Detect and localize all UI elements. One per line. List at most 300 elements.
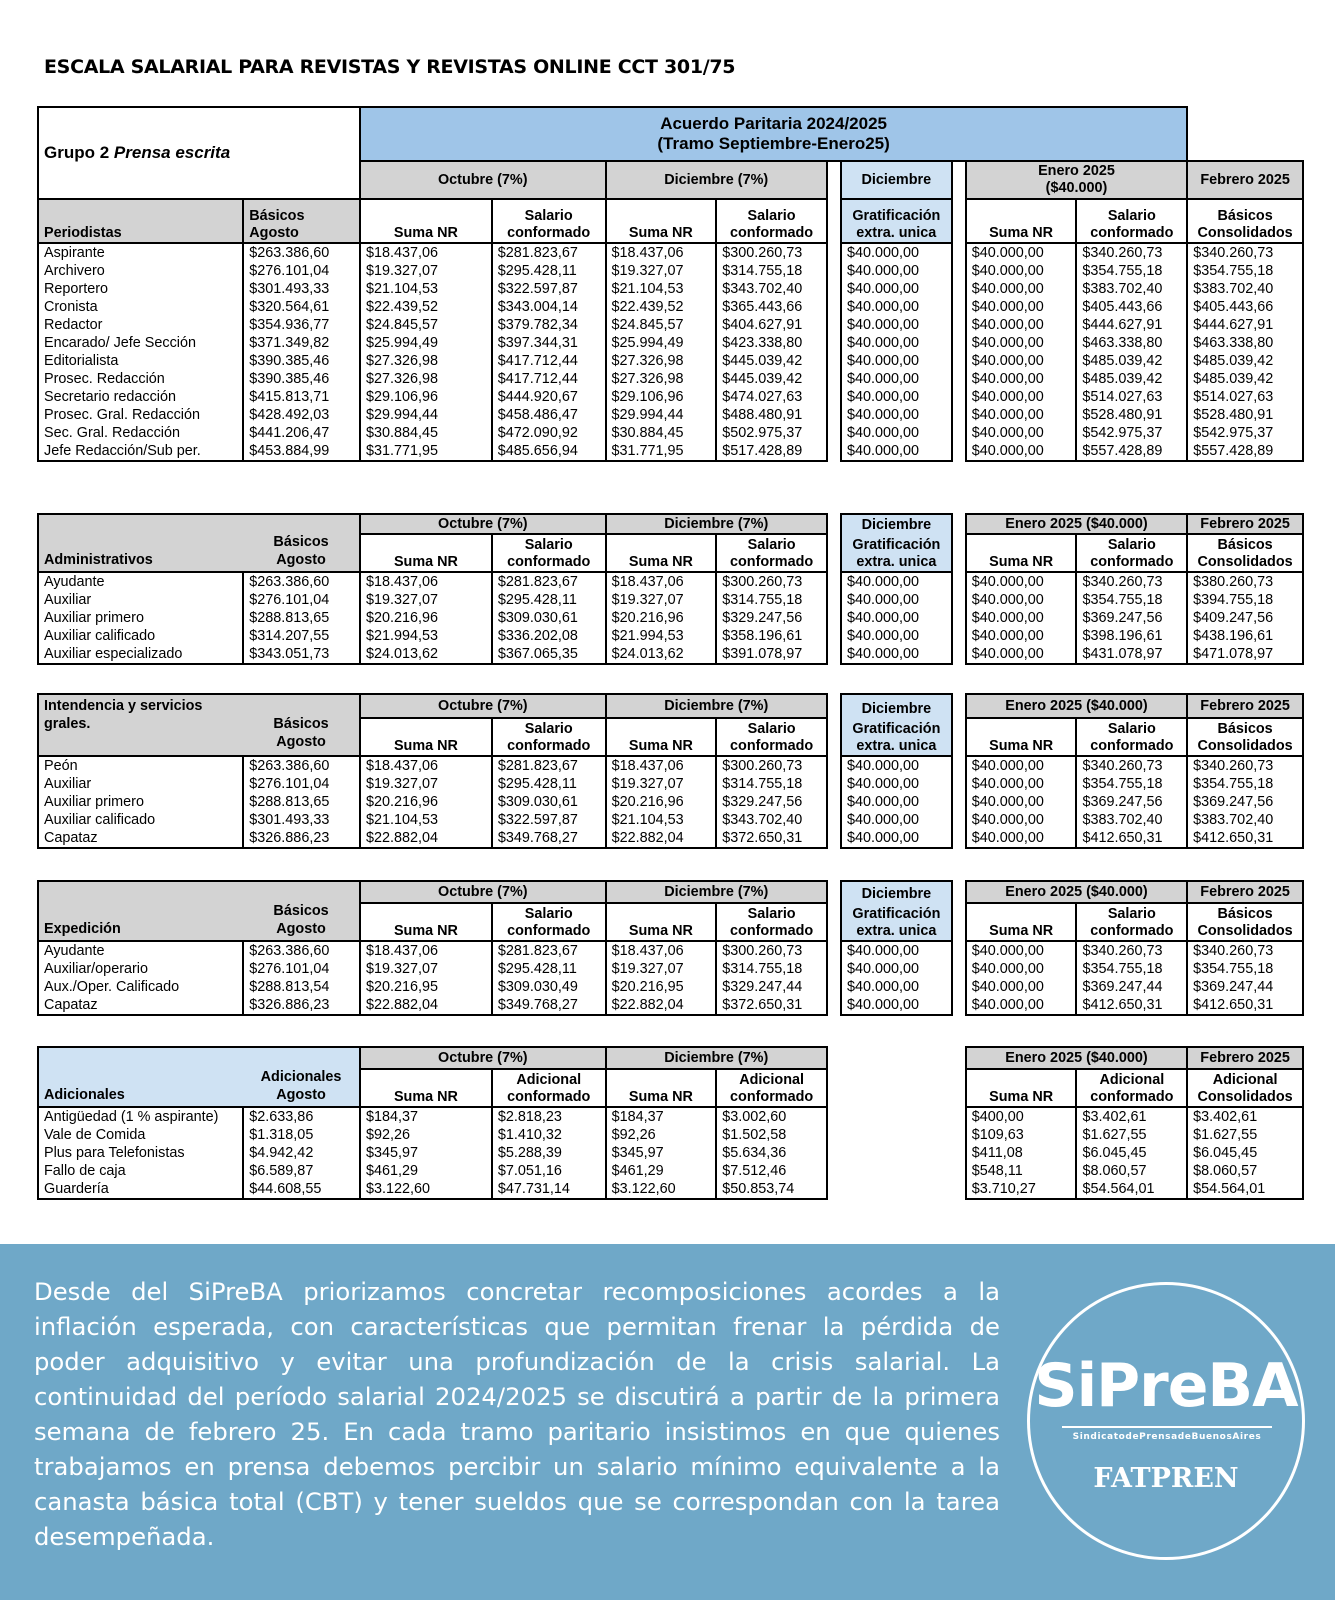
- row-label: Vale de Comida: [38, 1126, 243, 1144]
- cell-value: $40.000,00: [966, 627, 1077, 645]
- enero-header: Enero 2025 ($40.000): [966, 161, 1188, 199]
- cell-value: $488.480,91: [716, 406, 827, 424]
- table-row: [38, 388, 1303, 406]
- gratificacion-header: Gratificación extra. unica: [841, 534, 952, 572]
- cell-value: $44.608,55: [243, 1180, 360, 1199]
- salario-conformado-header: Salario conformado: [492, 199, 606, 243]
- salario-conformado-header: Salario conformado: [1076, 903, 1187, 941]
- basicos-consolidados-header: Básicos Consolidados: [1187, 903, 1303, 941]
- gratificacion-header: Gratificación extra. unica: [841, 903, 952, 941]
- row-label: Jefe Redacción/Sub per.: [38, 442, 243, 461]
- cell-value: $6.589,87: [243, 1162, 360, 1180]
- cell-value: $276.101,04: [243, 775, 360, 793]
- cell-value: $47.731,14: [492, 1180, 606, 1199]
- cell-value: $281.823,67: [492, 243, 606, 262]
- cell-value: $354.755,18: [1187, 775, 1303, 793]
- cell-value: $288.813,65: [243, 793, 360, 811]
- cell-value: $3.122,60: [360, 1180, 492, 1199]
- table-row: [38, 960, 1303, 978]
- suma-nr-header: Suma NR: [606, 199, 717, 243]
- cell-value: $21.994,53: [611, 628, 684, 644]
- cell-value: $365.443,66: [716, 298, 827, 316]
- cell-value: $329.247,44: [716, 978, 827, 996]
- cell-value: $1.502,58: [716, 1126, 827, 1144]
- cell-value: $19.327,07: [611, 776, 684, 792]
- grupo-label: Grupo 2 Prensa escrita: [38, 107, 360, 199]
- table-row: [38, 352, 1303, 370]
- cell-value: $354.936,77: [243, 316, 360, 334]
- adicional-conformado-header: Adicional conformado: [492, 1069, 606, 1107]
- diciembre-grat-header: Diciembre: [841, 514, 952, 534]
- periodistas-table: [37, 106, 1304, 462]
- cell-value: $18.437,06: [366, 574, 439, 590]
- cell-value: $22.439,52: [365, 299, 439, 315]
- cell-value: $30.884,45: [611, 425, 684, 441]
- basicos-consolidados-header: Básicos Consolidados: [1187, 534, 1303, 572]
- cell-value: $21.104,53: [611, 812, 684, 828]
- enero-header: Enero 2025 ($40.000): [966, 694, 1187, 718]
- cell-value: $40.000,00: [966, 243, 1077, 262]
- cell-value: $502.975,37: [716, 424, 827, 442]
- cell-value: $19.327,07: [611, 263, 684, 279]
- cell-value: $390.385,46: [243, 370, 360, 388]
- table-row: [38, 572, 1303, 591]
- cell-value: $542.975,37: [1076, 424, 1187, 442]
- cell-value: $329.247,56: [716, 793, 827, 811]
- row-label: Capataz: [38, 829, 243, 848]
- table-row: [38, 370, 1303, 388]
- cell-value: $40.000,00: [841, 609, 952, 627]
- cell-value: $340.260,73: [1076, 243, 1187, 262]
- cell-value: $24.845,57: [611, 317, 684, 333]
- cell-value: $409.247,56: [1187, 609, 1303, 627]
- octubre-header: Octubre (7%): [360, 1047, 606, 1069]
- febrero-header: Febrero 2025: [1187, 514, 1303, 534]
- cell-value: $300.260,73: [716, 941, 827, 960]
- cell-value: $40.000,00: [841, 627, 952, 645]
- cell-value: $24.845,57: [365, 317, 439, 333]
- cell-value: $463.338,80: [1076, 334, 1187, 352]
- cell-value: $343.004,14: [492, 298, 606, 316]
- cell-value: $354.755,18: [1076, 591, 1187, 609]
- cell-value: $415.813,71: [243, 388, 360, 406]
- cell-value: $29.106,96: [611, 389, 684, 405]
- cell-value: $40.000,00: [841, 280, 952, 298]
- cell-value: $29.106,96: [365, 389, 439, 405]
- cell-value: $24.013,62: [606, 645, 717, 664]
- suma-nr-header: Suma NR: [606, 903, 717, 941]
- cell-value: $3.710,27: [966, 1180, 1077, 1199]
- cell-value: $281.823,67: [492, 572, 606, 591]
- row-label: Prosec. Gral. Redacción: [38, 406, 243, 424]
- cell-value: $40.000,00: [966, 406, 1077, 424]
- cell-value: $417.712,44: [492, 352, 606, 370]
- gratificacion-header: Gratificación extra. unica: [841, 199, 952, 243]
- cell-value: $463.338,80: [1187, 334, 1303, 352]
- cell-value: $444.920,67: [492, 388, 606, 406]
- cell-value: $383.702,40: [1187, 811, 1303, 829]
- cell-value: $3.402,61: [1187, 1107, 1303, 1126]
- cell-value: $557.428,89: [1076, 442, 1187, 461]
- cell-value: $340.260,73: [1076, 572, 1187, 591]
- cell-value: $6.045,45: [1076, 1144, 1187, 1162]
- cell-value: $40.000,00: [966, 572, 1077, 591]
- cell-value: $412.650,31: [1187, 996, 1303, 1015]
- cell-value: $40.000,00: [841, 442, 952, 461]
- basicos-agosto-header: Básicos Agosto: [273, 534, 329, 568]
- cell-value: $21.104,53: [366, 812, 439, 828]
- cell-value: $369.247,56: [1187, 793, 1303, 811]
- cell-value: $4.942,42: [243, 1144, 360, 1162]
- cell-value: $40.000,00: [841, 370, 952, 388]
- cell-value: $40.000,00: [841, 298, 952, 316]
- salario-conformado-header: Salario conformado: [1076, 718, 1187, 756]
- diciembre-header: Diciembre (7%): [606, 161, 827, 199]
- cell-value: $276.101,04: [243, 960, 360, 978]
- cell-value: $40.000,00: [841, 352, 952, 370]
- cell-value: $40.000,00: [841, 406, 952, 424]
- cell-value: $322.597,87: [492, 280, 606, 298]
- suma-nr-header: Suma NR: [360, 534, 492, 572]
- cell-value: $54.564,01: [1076, 1180, 1187, 1199]
- cell-value: $18.437,06: [611, 245, 684, 261]
- cell-value: $40.000,00: [966, 756, 1077, 775]
- table-row: [38, 756, 1303, 775]
- cell-value: $18.437,06: [365, 245, 439, 261]
- suma-nr-header: Suma NR: [360, 718, 492, 756]
- cell-value: $40.000,00: [841, 793, 952, 811]
- suma-nr-header: Suma NR: [966, 534, 1077, 572]
- cell-value: $369.247,44: [1187, 978, 1303, 996]
- cell-value: $40.000,00: [966, 811, 1077, 829]
- cell-value: $40.000,00: [966, 316, 1077, 334]
- cell-value: $22.882,04: [606, 996, 717, 1015]
- salario-conformado-header: Salario conformado: [716, 903, 827, 941]
- cell-value: $309.030,49: [492, 978, 606, 996]
- cell-value: $441.206,47: [243, 424, 360, 442]
- cell-value: $40.000,00: [966, 645, 1077, 664]
- table-row: [38, 829, 1303, 848]
- cell-value: $300.260,73: [716, 756, 827, 775]
- cell-value: $40.000,00: [966, 775, 1077, 793]
- cell-value: $40.000,00: [841, 811, 952, 829]
- febrero-header: Febrero 2025: [1187, 881, 1303, 903]
- table-row: [38, 1162, 1303, 1180]
- intendencia-label: Intendencia y servicios grales.: [44, 698, 203, 732]
- cell-value: $314.755,18: [716, 960, 827, 978]
- cell-value: $485.039,42: [1076, 352, 1187, 370]
- cell-value: $40.000,00: [841, 334, 952, 352]
- administrativos-label: Administrativos: [44, 552, 153, 568]
- cell-value: $349.768,27: [492, 829, 606, 848]
- cell-value: $40.000,00: [841, 941, 952, 960]
- cell-value: $412.650,31: [1187, 829, 1303, 848]
- cell-value: $40.000,00: [966, 941, 1077, 960]
- cell-value: $1.627,55: [1076, 1126, 1187, 1144]
- expedicion-table: [37, 880, 1304, 1016]
- sipreba-logo: [1027, 1282, 1305, 1560]
- row-label: Aux./Oper. Calificado: [38, 978, 243, 996]
- cell-value: $20.216,96: [366, 610, 439, 626]
- cell-value: $5.288,39: [492, 1144, 606, 1162]
- intendencia-table: [37, 693, 1304, 849]
- cell-value: $40.000,00: [966, 352, 1077, 370]
- row-label: Ayudante: [38, 941, 243, 960]
- table-row: [38, 645, 1303, 664]
- table-row: [38, 627, 1303, 645]
- cell-value: $309.030,61: [492, 609, 606, 627]
- cell-value: $40.000,00: [966, 609, 1077, 627]
- table-row: [38, 406, 1303, 424]
- suma-nr-header: Suma NR: [606, 534, 717, 572]
- octubre-header: Octubre (7%): [360, 694, 606, 718]
- suma-nr-header: Suma NR: [966, 903, 1077, 941]
- cell-value: $40.000,00: [841, 829, 952, 848]
- suma-nr-header: Suma NR: [360, 1069, 492, 1107]
- cell-value: $354.755,18: [1187, 262, 1303, 280]
- cell-value: $445.039,42: [716, 370, 827, 388]
- cell-value: $3.402,61: [1076, 1107, 1187, 1126]
- cell-value: $19.327,07: [366, 592, 439, 608]
- page-title: ESCALA SALARIAL PARA REVISTAS Y REVISTAS ONLINE CCT 301/75: [44, 56, 736, 78]
- cell-value: $18.437,06: [611, 758, 684, 774]
- salario-conformado-header: Salario conformado: [492, 718, 606, 756]
- cell-value: $20.216,95: [611, 979, 684, 995]
- row-label: Peón: [38, 756, 243, 775]
- cell-value: $3.122,60: [606, 1180, 717, 1199]
- cell-value: $528.480,91: [1187, 406, 1303, 424]
- cell-value: $40.000,00: [841, 960, 952, 978]
- cell-value: $371.349,82: [243, 334, 360, 352]
- cell-value: $380.260,73: [1187, 572, 1303, 591]
- cell-value: $22.439,52: [611, 299, 684, 315]
- diciembre-header: Diciembre (7%): [606, 514, 827, 534]
- cell-value: $485.039,42: [1187, 352, 1303, 370]
- cell-value: $461,29: [366, 1163, 419, 1179]
- cell-value: $40.000,00: [966, 424, 1077, 442]
- cell-value: $20.216,96: [366, 794, 439, 810]
- cell-value: $411,08: [966, 1144, 1077, 1162]
- cell-value: $109,63: [966, 1126, 1077, 1144]
- administrativos-header-cell: [38, 514, 360, 572]
- cell-value: $30.884,45: [365, 425, 439, 441]
- table-row: [38, 1180, 1303, 1199]
- cell-value: $458.486,47: [492, 406, 606, 424]
- row-label: Auxiliar primero: [38, 609, 243, 627]
- cell-value: $444.627,91: [1187, 316, 1303, 334]
- cell-value: $92,26: [366, 1127, 411, 1143]
- cell-value: $5.634,36: [716, 1144, 827, 1162]
- row-label: Sec. Gral. Redacción: [38, 424, 243, 442]
- cell-value: $40.000,00: [841, 996, 952, 1015]
- expedicion-label: Expedición: [44, 921, 121, 937]
- row-label: Redactor: [38, 316, 243, 334]
- adicionales-agosto-header: Adicionales Agosto: [260, 1069, 342, 1103]
- cell-value: $453.884,99: [243, 442, 360, 461]
- cell-value: $40.000,00: [966, 591, 1077, 609]
- cell-value: $295.428,11: [492, 775, 606, 793]
- febrero-header: Febrero 2025: [1187, 161, 1303, 199]
- cell-value: $263.386,60: [243, 941, 360, 960]
- cell-value: $8.060,57: [1187, 1162, 1303, 1180]
- row-label: Auxiliar/operario: [38, 960, 243, 978]
- cell-value: $31.771,95: [360, 442, 492, 461]
- gratificacion-header: Gratificación extra. unica: [841, 718, 952, 756]
- logo-subtitle: SindicatodePrensadeBuenosAires: [1062, 1426, 1272, 1442]
- octubre-header: Octubre (7%): [360, 881, 606, 903]
- cell-value: $394.755,18: [1187, 591, 1303, 609]
- cell-value: $40.000,00: [966, 996, 1077, 1015]
- cell-value: $354.755,18: [1076, 960, 1187, 978]
- cell-value: $40.000,00: [966, 262, 1077, 280]
- cell-value: $301.493,33: [243, 280, 360, 298]
- cell-value: $423.338,80: [716, 334, 827, 352]
- adicionales-header-cell: [38, 1047, 360, 1107]
- row-label: Auxiliar calificado: [38, 627, 243, 645]
- salario-conformado-header: Salario conformado: [716, 534, 827, 572]
- cell-value: $281.823,67: [492, 941, 606, 960]
- cell-value: $40.000,00: [966, 280, 1077, 298]
- cell-value: $40.000,00: [966, 978, 1077, 996]
- febrero-header: Febrero 2025: [1187, 694, 1303, 718]
- enero-header: Enero 2025 ($40.000): [966, 881, 1187, 903]
- cell-value: $369.247,56: [1076, 609, 1187, 627]
- diciembre-header: Diciembre (7%): [606, 881, 827, 903]
- suma-nr-header: Suma NR: [966, 199, 1077, 243]
- cell-value: $1.318,05: [243, 1126, 360, 1144]
- salario-conformado-header: Salario conformado: [716, 718, 827, 756]
- cell-value: $438.196,61: [1187, 627, 1303, 645]
- cell-value: $40.000,00: [966, 370, 1077, 388]
- suma-nr-header: Suma NR: [966, 1069, 1077, 1107]
- table-row: [38, 262, 1303, 280]
- cell-value: $40.000,00: [841, 316, 952, 334]
- enero-header: Enero 2025 ($40.000): [966, 514, 1187, 534]
- cell-value: $340.260,73: [1187, 941, 1303, 960]
- footer-text: Desde del SiPreBA priorizamos concretar recomposiciones acordes a la inflación esperada, con características que permitan frenar la pérdida de poder adquisitivo y evitar una profundización de la crisis salarial. La continuidad del período salarial 2024/2025 se discutirá a partir de la primera semana de febrero 25. En cada tramo paritario insistimos en que quienes trabajamos en prensa debemos percibir un salario mínimo equivalente a la canasta básica total (CBT) y tener sueldos que se correspondan con la tarea desempeñada.: [34, 1277, 1000, 1551]
- cell-value: $31.771,95: [606, 442, 717, 461]
- cell-value: $1.410,32: [492, 1126, 606, 1144]
- cell-value: $2.818,23: [492, 1107, 606, 1126]
- cell-value: $354.755,18: [1076, 775, 1187, 793]
- cell-value: $40.000,00: [966, 334, 1077, 352]
- cell-value: $40.000,00: [966, 960, 1077, 978]
- administrativos-table: [37, 513, 1304, 665]
- cell-value: $40.000,00: [841, 756, 952, 775]
- cell-value: $40.000,00: [841, 591, 952, 609]
- cell-value: $343.051,73: [243, 645, 360, 664]
- basicos-agosto-header: Básicos Agosto: [273, 903, 329, 937]
- table-row: [38, 243, 1303, 262]
- suma-nr-header: Suma NR: [360, 903, 492, 941]
- cell-value: $314.755,18: [716, 591, 827, 609]
- cell-value: $20.216,95: [366, 979, 439, 995]
- table-row: [38, 775, 1303, 793]
- salario-conformado-header: Salario conformado: [492, 534, 606, 572]
- row-label: Fallo de caja: [38, 1162, 243, 1180]
- row-label: Editorialista: [38, 352, 243, 370]
- cell-value: $445.039,42: [716, 352, 827, 370]
- cell-value: $428.492,03: [243, 406, 360, 424]
- cell-value: $21.994,53: [366, 628, 439, 644]
- suma-nr-header: Suma NR: [966, 718, 1077, 756]
- row-label: Cronista: [38, 298, 243, 316]
- cell-value: $349.768,27: [492, 996, 606, 1015]
- cell-value: $281.823,67: [492, 756, 606, 775]
- cell-value: $309.030,61: [492, 793, 606, 811]
- suma-nr-header: Suma NR: [606, 1069, 717, 1107]
- cell-value: $431.078,97: [1076, 645, 1187, 664]
- table-row: [38, 1107, 1303, 1126]
- cell-value: $379.782,34: [492, 316, 606, 334]
- cell-value: $27.326,98: [365, 371, 439, 387]
- cell-value: $404.627,91: [716, 316, 827, 334]
- cell-value: $50.853,74: [716, 1180, 827, 1199]
- cell-value: $2.633,86: [243, 1107, 360, 1126]
- febrero-header: Febrero 2025: [1187, 1047, 1303, 1069]
- cell-value: $528.480,91: [1076, 406, 1187, 424]
- basicos-consolidados-header: Básicos Consolidados: [1187, 718, 1303, 756]
- octubre-header: Octubre (7%): [360, 161, 606, 199]
- cell-value: $514.027,63: [1076, 388, 1187, 406]
- row-label: Auxiliar calificado: [38, 811, 243, 829]
- cell-value: $461,29: [611, 1163, 664, 1179]
- cell-value: $336.202,08: [492, 627, 606, 645]
- table-row: [38, 811, 1303, 829]
- table-row: [38, 793, 1303, 811]
- row-label: Encarado/ Jefe Sección: [38, 334, 243, 352]
- cell-value: $485.039,42: [1076, 370, 1187, 388]
- row-label: Archivero: [38, 262, 243, 280]
- cell-value: $472.090,92: [492, 424, 606, 442]
- cell-value: $383.702,40: [1076, 280, 1187, 298]
- cell-value: $345,97: [366, 1145, 419, 1161]
- cell-value: $276.101,04: [243, 262, 360, 280]
- cell-value: $288.813,65: [243, 609, 360, 627]
- suma-nr-header: Suma NR: [606, 718, 717, 756]
- table-row: [38, 996, 1303, 1015]
- cell-value: $542.975,37: [1187, 424, 1303, 442]
- cell-value: $21.104,53: [611, 281, 684, 297]
- salario-conformado-header: Salario conformado: [492, 903, 606, 941]
- cell-value: $20.216,96: [611, 610, 684, 626]
- cell-value: $18.437,06: [611, 943, 684, 959]
- adicionales-label: Adicionales: [44, 1087, 125, 1103]
- table-row: [38, 1144, 1303, 1162]
- cell-value: $22.882,04: [360, 996, 492, 1015]
- cell-value: $3.002,60: [716, 1107, 827, 1126]
- cell-value: $444.627,91: [1076, 316, 1187, 334]
- cell-value: $25.994,49: [365, 335, 439, 351]
- cell-value: $301.493,33: [243, 811, 360, 829]
- cell-value: $340.260,73: [1076, 941, 1187, 960]
- cell-value: $391.078,97: [716, 645, 827, 664]
- adicional-conformado-header: Adicional conformado: [716, 1069, 827, 1107]
- cell-value: $343.702,40: [716, 280, 827, 298]
- cell-value: $21.104,53: [365, 281, 439, 297]
- row-label: Antigüedad (1 % aspirante): [38, 1107, 243, 1126]
- cell-value: $354.755,18: [1076, 262, 1187, 280]
- cell-value: $184,37: [366, 1109, 419, 1125]
- cell-value: $27.326,98: [611, 353, 684, 369]
- cell-value: $340.260,73: [1187, 756, 1303, 775]
- periodistas-label: Periodistas: [38, 199, 243, 243]
- table-row: [38, 941, 1303, 960]
- cell-value: $8.060,57: [1076, 1162, 1187, 1180]
- cell-value: $412.650,31: [1076, 829, 1187, 848]
- cell-value: $40.000,00: [841, 424, 952, 442]
- cell-value: $485.656,94: [492, 442, 606, 461]
